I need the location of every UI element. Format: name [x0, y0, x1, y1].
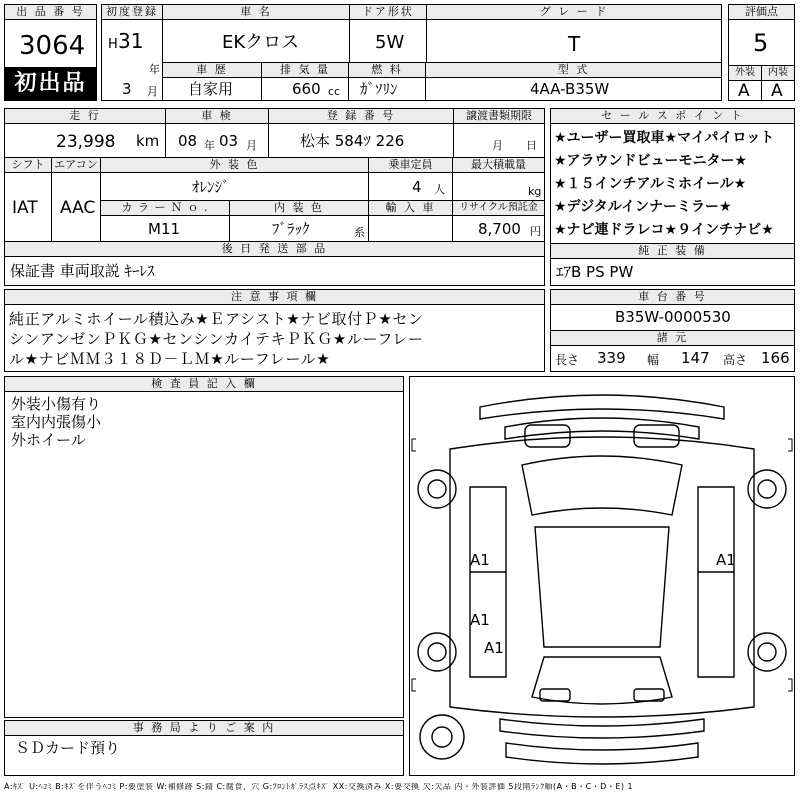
door-value: 5W — [375, 32, 405, 53]
ac-value: AAC — [60, 198, 96, 218]
history-value: 自家用 — [188, 80, 234, 98]
shift-label: シフト — [5, 158, 51, 173]
reg-era: H — [108, 37, 118, 52]
disp-value: 660 — [292, 80, 321, 98]
int-color-unit: 系 — [354, 226, 365, 239]
reg-month-unit: 月 — [147, 85, 158, 98]
grade-label: グ レ ー ド — [427, 5, 721, 20]
score-ext: A — [738, 81, 750, 101]
dims-len: 339 — [597, 349, 626, 367]
mileage-unit: km — [136, 132, 160, 150]
inspector-line-2: 室内内張傷小 — [11, 413, 102, 431]
notes-line-3: ル★ナビＭＭ３１８Ｄ－ＬＭ★ルーフレール★ — [9, 350, 331, 368]
history-label: 車 歴 — [163, 63, 261, 78]
sales-line-1: ★ユーザー買取車★マイパイロット — [554, 130, 775, 146]
grade-value: T — [568, 32, 581, 56]
inspection-year: 08 — [178, 132, 198, 150]
color-no-label: カ ラ ー Ｎ ｏ . — [101, 201, 229, 216]
car-name: EKクロス — [222, 32, 300, 53]
car-outline-icon — [410, 377, 794, 775]
door-label: ドア形状 — [350, 5, 426, 20]
model-value: 4AA-B35W — [530, 80, 610, 98]
recycle-value: 8,700 — [478, 220, 521, 238]
inspection-year-unit: 年 — [204, 139, 215, 152]
dims-wid: 147 — [681, 349, 710, 367]
inspector-label: 検 査 員 記 入 欄 — [5, 377, 403, 392]
equip-label: 純 正 装 備 — [551, 244, 794, 259]
equip-value: ｴｱB PS PW — [556, 263, 634, 281]
chassis-label: 車 台 番 号 — [551, 290, 794, 305]
recycle-unit: 円 — [530, 225, 541, 238]
damage-mark-left-rear-door: A1 — [470, 611, 490, 629]
inspector-line-3: 外ホイール — [11, 431, 86, 449]
chassis-box — [550, 289, 795, 372]
sales-line-3: ★１５インチアルミホイール★ — [554, 176, 747, 192]
score-value: 5 — [753, 29, 769, 57]
transfer-day-unit: 日 — [526, 139, 537, 152]
notes-line-2: シンアンゼンＰＫＧ★センシンカイテキＰＫＧ★ルーフレー — [9, 330, 424, 348]
lot-number: 3064 — [19, 31, 86, 61]
import-label: 輸 入 車 — [369, 201, 452, 216]
score-label: 評価点 — [729, 5, 794, 20]
transfer-label: 譲渡書類期限 — [454, 109, 544, 124]
inspector-box — [4, 376, 404, 718]
score-box — [728, 4, 795, 101]
score-int: A — [771, 81, 783, 101]
int-color-label: 内 装 色 — [230, 201, 368, 216]
disp-unit: cc — [328, 85, 341, 98]
notes-label: 注 意 事 項 欄 — [5, 290, 544, 305]
parts-label: 後 日 発 送 部 品 — [5, 242, 544, 257]
load-label: 最大積載量 — [453, 158, 544, 173]
inspector-line-1: 外装小傷有り — [11, 395, 102, 413]
car-diagram — [409, 376, 795, 776]
dims-label: 諸 元 — [551, 331, 794, 346]
notes-line-1: 純正アルミホイール積込み★Ｅアシスト★ナビ取付Ｐ★セン — [9, 310, 424, 328]
office-value: ＳＤカード預り — [15, 739, 121, 757]
sales-label: セ ー ル ス ポ イ ン ト — [551, 109, 794, 124]
legend-text: A:ｷｽﾞ U:ﾍｺﾐ B:ｷｽﾞを伴うﾍｺﾐ P:要塗装 W:補修跡 S:錆 C:腐食、穴 G:ﾌﾛﾝﾄｶﾞﾗｽ点ｷｽﾞ XX:交換済み X:要交換 欠:欠品 内・外装評価 5段階ﾗﾝｸ順(A・B・C・D・E) 1 — [4, 783, 634, 791]
reg-year-unit: 年 — [149, 63, 160, 76]
plate-label: 登 録 番 号 — [269, 109, 453, 124]
office-box — [4, 720, 404, 776]
ext-color-label: 外 装 色 — [101, 158, 368, 173]
sales-line-2: ★アラウンドビューモニター★ — [554, 153, 748, 169]
shift-value: IAT — [12, 198, 38, 218]
disp-label: 排 気 量 — [262, 63, 348, 78]
lot-label: 出 品 番 号 — [5, 5, 96, 20]
inspection-month-unit: 月 — [246, 139, 257, 152]
chassis-value: B35W-0000530 — [615, 308, 731, 326]
score-ext-label: 外装 — [729, 66, 761, 81]
capacity-unit: 人 — [434, 183, 445, 196]
sales-line-4: ★デジタルインナーミラー★ — [554, 199, 732, 215]
car-name-label: 車 名 — [163, 5, 349, 20]
plate-value: 松本 584ﾂ 226 — [300, 132, 405, 150]
dims-wid-label: 幅 — [647, 353, 660, 367]
load-unit: kg — [528, 185, 542, 198]
office-label: 事 務 局 よ り ご 案 内 — [5, 721, 403, 736]
mileage-label: 走 行 — [5, 109, 165, 124]
model-label: 型 式 — [426, 63, 721, 78]
color-no-value: M11 — [148, 220, 181, 238]
transfer-month-unit: 月 — [492, 139, 503, 152]
reg-month: 3 — [122, 80, 132, 98]
sales-line-5: ★ナビ連ドラレコ★９インチナビ★ — [554, 222, 774, 238]
notes-box — [4, 289, 545, 372]
recycle-label: リサイクル預託金 — [453, 201, 544, 216]
inspection-label: 車 検 — [166, 109, 268, 124]
inspection-month: 03 — [219, 132, 239, 150]
ext-color-value: ｵﾚﾝｼﾞ — [192, 178, 230, 196]
damage-mark-right-front-door: A1 — [716, 551, 736, 569]
lot-box — [4, 4, 97, 101]
damage-mark-left-front-door: A1 — [470, 551, 490, 569]
ac-label: エアコン — [52, 158, 100, 173]
damage-mark-left-rear-wheel: A1 — [484, 639, 504, 657]
capacity-value: 4 — [412, 178, 422, 196]
fuel-label: 燃 料 — [349, 63, 425, 78]
reg-year: 31 — [118, 29, 144, 53]
dims-hei-label: 高さ — [723, 353, 748, 367]
score-int-label: 内装 — [762, 66, 794, 81]
dims-len-label: 長さ — [555, 353, 580, 367]
parts-value: 保証書 車両取説 ｷｰﾚｽ — [10, 262, 155, 280]
sales-box — [550, 108, 795, 286]
fuel-value: ｶﾞｿﾘﾝ — [360, 80, 398, 98]
mileage-value: 23,998 — [56, 132, 116, 152]
dims-hei: 166 — [761, 349, 790, 367]
first-listing-badge: 初出品 — [5, 67, 96, 100]
capacity-label: 乗車定員 — [369, 158, 452, 173]
reg-label: 初度登録 — [102, 5, 162, 20]
int-color-value: ﾌﾞﾗｯｸ — [272, 220, 310, 238]
